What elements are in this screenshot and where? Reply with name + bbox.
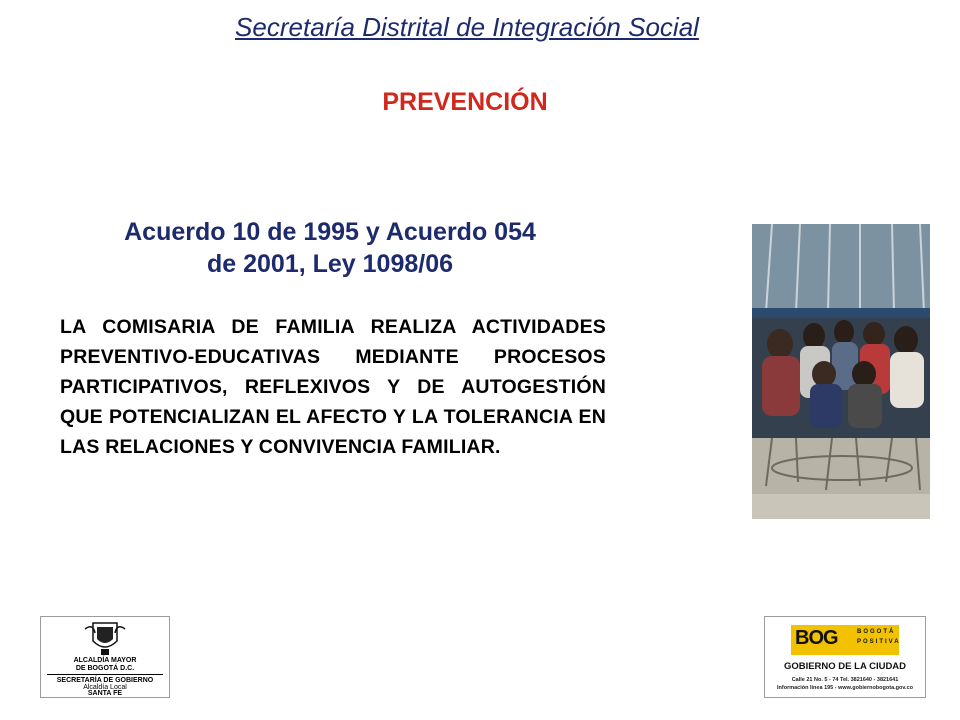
header-title: Secretaría Distrital de Integración Social bbox=[235, 12, 699, 42]
gobierno-logo bbox=[764, 616, 926, 698]
logo-info: Información línea 195 - www.gobiernobogota.gov.co bbox=[777, 685, 913, 691]
logo-left-line2: DE BOGOTÁ D.C. bbox=[75, 665, 135, 672]
logo-address: Calle 21 No. 5 - 74 Tel. 3821640 - 3821641 bbox=[791, 677, 899, 683]
alcaldia-logo bbox=[40, 616, 170, 698]
logo-left-line4: Alcaldía Local bbox=[83, 684, 127, 691]
logo-gobierno-text: GOBIERNO DE LA CIUDAD bbox=[783, 661, 907, 672]
logo-left-line3: SECRETARÍA DE GOBIERNO bbox=[56, 677, 154, 684]
logo-bogota-text: BOGOTÁ bbox=[857, 629, 896, 635]
logo-left-divider bbox=[47, 674, 163, 675]
logo-left-line1: ALCALDÍA MAYOR bbox=[73, 657, 137, 664]
group-photo-image bbox=[752, 224, 930, 519]
photo-illustration bbox=[752, 224, 930, 519]
body-paragraph: LA COMISARIA DE FAMILIA REALIZA ACTIVIDADES PREVENTIVO-EDUCATIVAS MEDIANTE PROCESOS PARTICIPATIVOS, REFLEXIVOS Y DE AUTOGESTIÓN QUE POTENCIALIZAN EL AFECTO Y LA TOLERANCIA EN LAS RELACIONES Y CONVIVENCIA FAMILIAR. bbox=[60, 316, 606, 458]
logo-positiva-text: POSITIVA bbox=[857, 639, 901, 645]
subtitle bbox=[40, 216, 620, 280]
logo-bog-text: BOG bbox=[795, 627, 838, 649]
section-title: PREVENCIÓN bbox=[382, 88, 548, 116]
coat-of-arms-icon bbox=[41, 619, 169, 659]
logo-left-line5: SANTA FE bbox=[87, 690, 123, 697]
subtitle-line-1: Acuerdo 10 de 1995 y Acuerdo 054 bbox=[124, 218, 536, 246]
subtitle-line-2: de 2001, Ley 1098/06 bbox=[206, 250, 454, 278]
